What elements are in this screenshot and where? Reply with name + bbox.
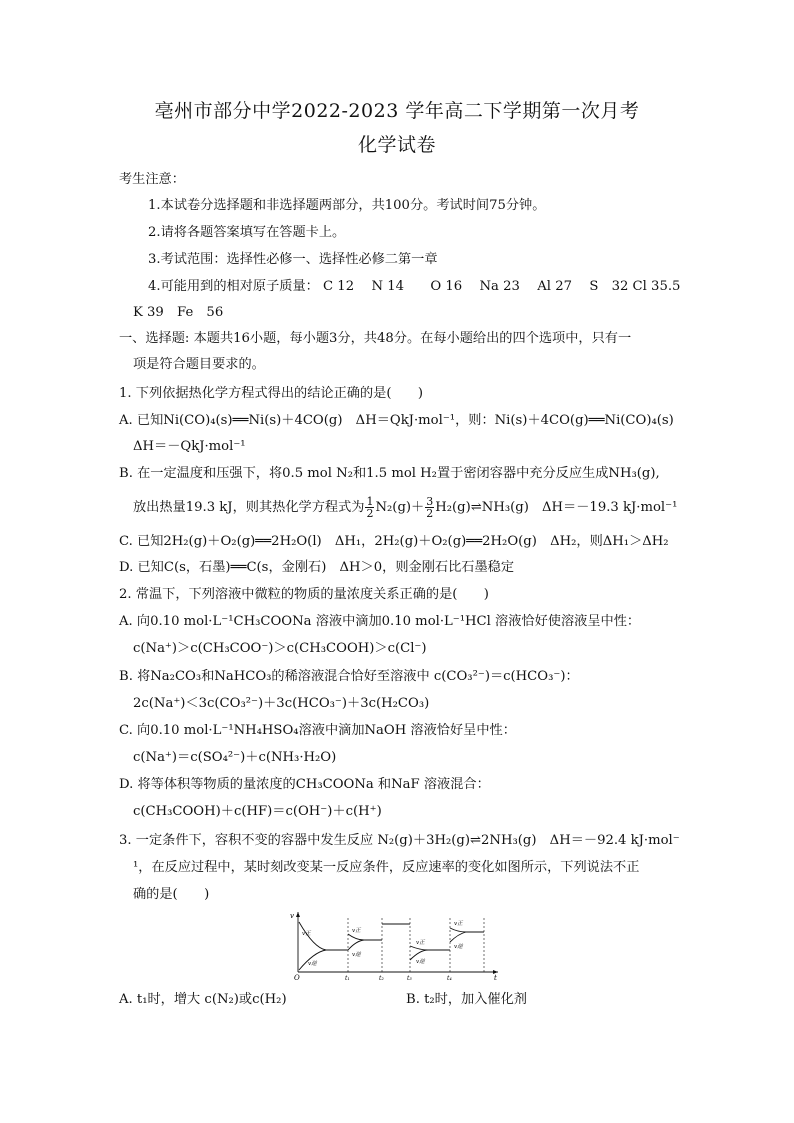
q3-stem-cont-1: ¹，在反应过程中，某时刻改变某一反应条件，反应速率的变化如图所示，下列说法不正 [133,860,640,875]
forward-rate-curve-4 [450,928,484,932]
q1-option-b-text-1: 放出热量19.3 kJ，则其热化学方程式为 [133,500,365,515]
fraction-one-half: $\frac{1}{2}$ [366,495,374,520]
q1-option-d: D. 已知C(s，石墨)══C(s，金刚石) ΔH＞0，则金刚石比石墨稳定 [119,560,515,575]
series-label-rev-4: v逆 [454,944,463,950]
series-label-rev-1: v逆 [352,952,361,958]
notice-item-1: 1.本试卷分选择题和非选择题两部分，共100分。考试时间75分钟。 [148,198,546,213]
notice-item-4-cont: K 39 Fe 56 [133,305,224,320]
series-label-rev-3: v逆 [416,959,425,965]
fraction-three-halves: $\frac{3}{2}$ [426,495,434,520]
tick-origin: O [294,974,300,982]
q3-option-a: A. t₁时，增大 c(N₂)或c(H₂) [119,992,287,1007]
series-label-rev-0: v逆 [308,961,317,967]
tick-t4: t₄ [447,975,452,982]
series-label-fwd-0: v正 [302,931,311,937]
section-heading-cont: 项是符合题目要求的。 [133,357,265,372]
q3-stem-cont-2: 确的是( ) [133,887,210,902]
y-axis-label: v [290,912,294,920]
q1-option-b-text-3: H₂(g)⇌NH₃(g) ΔH＝－19.3 kJ·mol⁻¹ [435,500,678,515]
tick-t3: t₃ [407,975,412,982]
notice-item-3: 3.考试范围：选择性必修一、选择性必修二第一章 [148,252,438,267]
tick-t2: t₂ [379,975,384,982]
q1-option-c: C. 已知2H₂(g)＋O₂(g)══2H₂O(l) ΔH₁，2H₂(g)＋O₂(g)══2H₂O(g) ΔH₂，则ΔH₁＞ΔH₂ [119,534,669,549]
x-axis-label: t [494,974,497,982]
q2-option-b: B. 将Na₂CO₃和NaHCO₃的稀溶液混合恰好至溶液中 c(CO₃²⁻)＝c(HCO₃⁻)： [119,669,579,684]
exam-title: 亳州市部分中学2022-2023 学年高二下学期第一次月考 [154,100,640,122]
series-label-fwd-4: v正 [454,921,463,927]
reaction-rate-chart [286,908,502,982]
q1-option-b-cont [133,496,677,519]
exam-subtitle: 化学试卷 [357,134,436,156]
q1-option-b-text-2: N₂(g)＋ [375,500,425,515]
q2-option-c: C. 向0.10 mol·L⁻¹NH₄HSO₄溶液中滴加NaOH 溶液恰好呈中性： [119,723,516,738]
reverse-rate-curve-1 [348,940,364,950]
q2-option-a-cont: c(Na⁺)＞c(CH₃COO⁻)＞c(CH₃COOH)＞c(Cl⁻) [133,641,427,656]
reverse-rate-curve-4 [450,932,466,942]
y-axis-arrow [296,912,300,917]
tick-t1: t₁ [345,975,350,982]
notice-heading: 考生注意： [119,172,185,187]
q1-stem: 1. 下列依据热化学方程式得出的结论正确的是( ) [119,386,423,401]
forward-rate-curve-3 [410,946,428,950]
notice-item-4: 4.可能用到的相对原子质量： C 12 N 14 O 16 Na 23 Al 27 S 32 Cl 35.5 [148,279,681,294]
q3-stem: 3. 一定条件下，容积不变的容器中发生反应 N₂(g)＋3H₂(g)⇌2NH₃(g) ΔH＝－92.4 kJ·mol⁻ [119,833,680,848]
q2-option-d: D. 将等体积等物质的量浓度的CH₃COONa 和NaF 溶液混合： [119,777,490,792]
q2-option-c-cont: c(Na⁺)＝c(SO₄²⁻)＋c(NH₃·H₂O) [133,750,337,765]
reverse-rate-curve-0 [299,950,326,970]
q2-stem: 2. 常温下，下列溶液中微粒的物质的量浓度关系正确的是( ) [119,587,489,602]
forward-rate-curve-1 [348,934,382,940]
q1-option-a-cont: ΔH＝－QkJ·mol⁻¹ [133,439,246,454]
notice-item-2: 2.请将各题答案填写在答题卡上。 [148,225,346,240]
q2-option-d-cont: c(CH₃COOH)＋c(HF)＝c(OH⁻)＋c(H⁺) [133,804,382,819]
series-label-fwd-1: v正 [352,928,361,934]
section-heading: 一、选择题: 本题共16小题，每小题3分，共48分。在每小题给出的四个选项中，只有一 [119,331,632,346]
q1-option-b: B. 在一定温度和压强下，将0.5 mol N₂和1.5 mol H₂置于密闭容器中充分反应生成NH₃(g), [119,466,660,481]
series-label-fwd-3: v正 [416,940,425,946]
q3-option-b: B. t₂时，加入催化剂 [406,992,527,1007]
q1-option-a: A. 已知Ni(CO)₄(s)══Ni(s)＋4CO(g) ΔH＝QkJ·mol⁻¹，则：Ni(s)＋4CO(g)══Ni(CO)₄(s) [119,413,674,428]
q2-option-b-cont: 2c(Na⁺)＜3c(CO₃²⁻)＋3c(HCO₃⁻)＋3c(H₂CO₃) [133,696,430,711]
q2-option-a: A. 向0.10 mol·L⁻¹CH₃COONa 溶液中滴加0.10 mol·L⁻¹HCl 溶液恰好使溶液呈中性： [119,614,641,629]
